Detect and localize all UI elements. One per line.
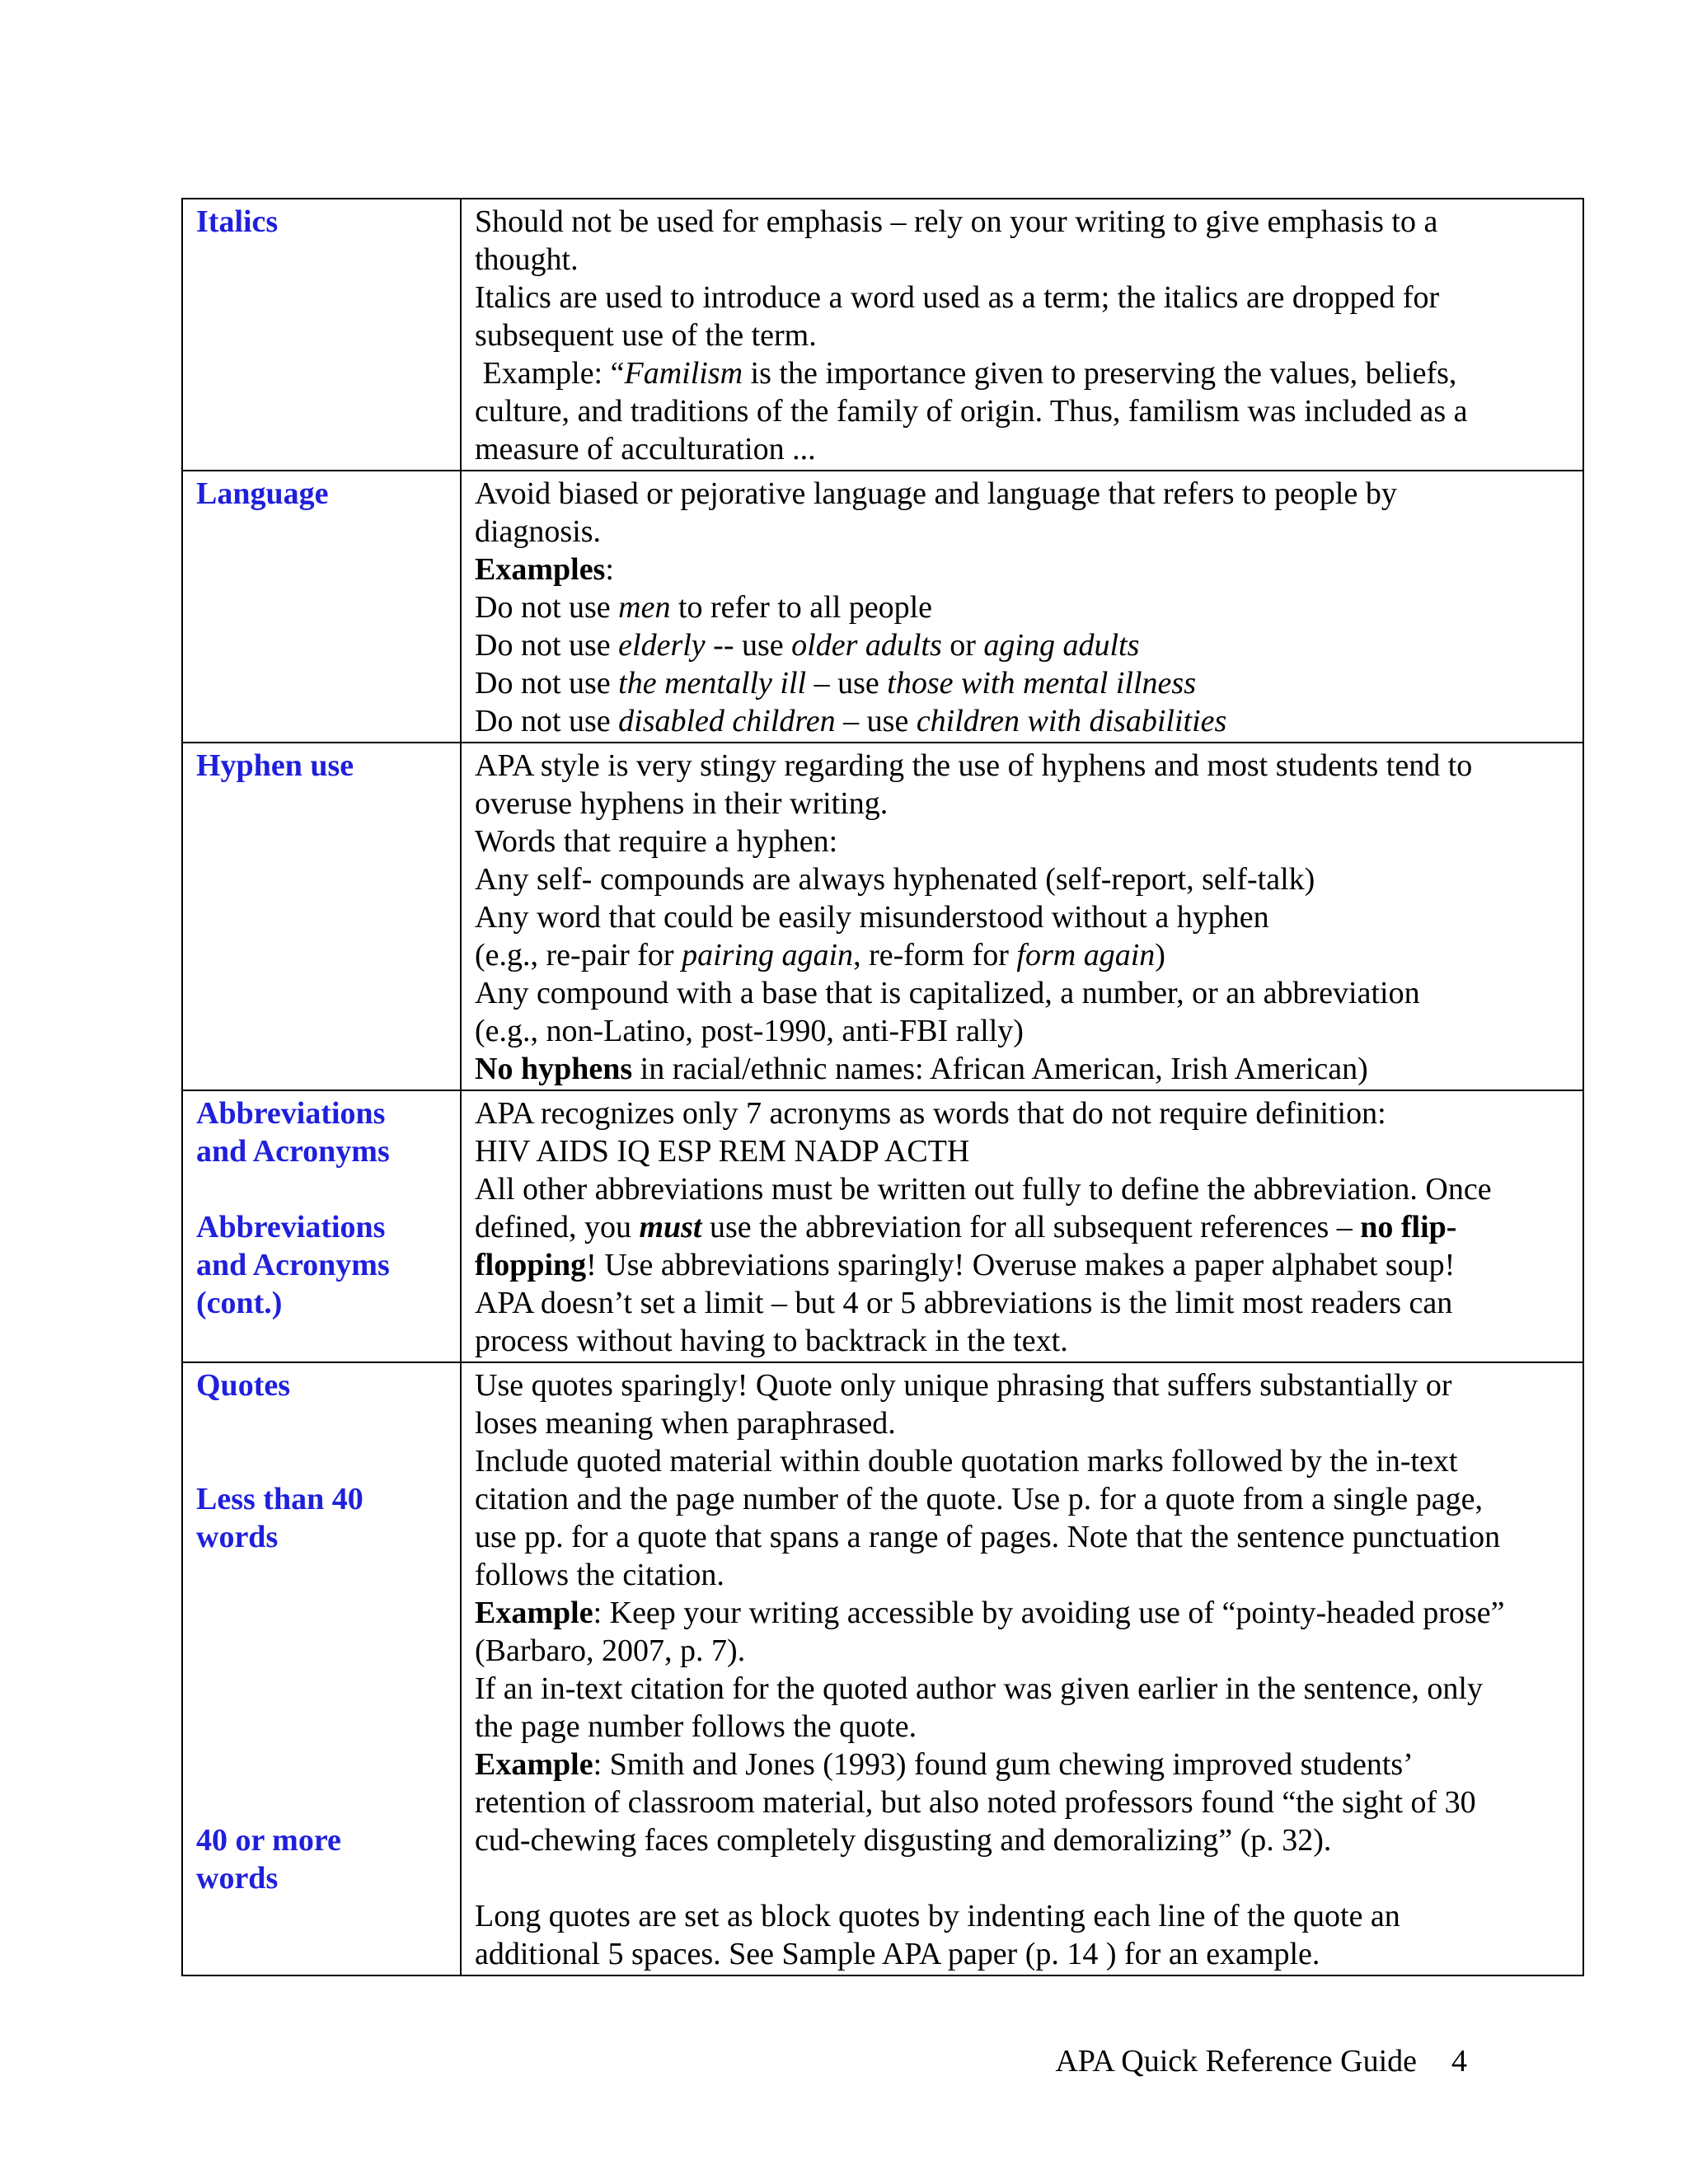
bold-label: Example (475, 1596, 593, 1630)
table-row (182, 471, 1583, 743)
text-line: overuse hyphens in their writing. (475, 786, 889, 821)
term-cell (182, 1362, 461, 1975)
term-quotes: Quotes (196, 1368, 290, 1403)
text-run: – use (806, 666, 888, 701)
description-cell (461, 471, 1583, 743)
description-cell (461, 743, 1583, 1090)
italic-term: children with disabilities (916, 704, 1227, 738)
italic-term: those with mental illness (887, 666, 1196, 701)
text-line: process without having to backtrack in the text. (475, 1324, 1068, 1358)
text-run: , re-form for (853, 938, 1017, 972)
term-cell (182, 1090, 461, 1362)
text-line: Long quotes are set as block quotes by indenting each line of the quote an (475, 1899, 1400, 1933)
term-less-than-40: Less than 40 (196, 1482, 363, 1516)
text-line: Any self- compounds are always hyphenated (self-report, self-talk) (475, 862, 1315, 897)
text-run: : Smith and Jones (1993) found gum chewing improved students’ (593, 1747, 1414, 1782)
text-line: (Barbaro, 2007, p. 7). (475, 1633, 746, 1668)
spacer (196, 1556, 447, 1821)
text-run: Do not use (475, 628, 619, 663)
text-run: ) (1155, 938, 1165, 972)
text-line: HIV AIDS IQ ESP REM NADP ACTH (475, 1134, 970, 1169)
bold-label: no flip- (1360, 1210, 1457, 1244)
text-run: Example: “ (475, 356, 625, 391)
table-row (182, 1090, 1583, 1362)
text-line: diagnosis. (475, 514, 602, 549)
bold-label: flopping (475, 1248, 587, 1282)
term-cell (182, 471, 461, 743)
italic-term: the mentally ill (618, 666, 807, 701)
description-cell (461, 199, 1583, 471)
text-line (475, 1050, 1569, 1088)
term-abbreviations-cont: Abbreviations (196, 1210, 386, 1244)
text-line: thought. (475, 242, 579, 277)
text-line: APA recognizes only 7 acronyms as words that do not require definition: (475, 1096, 1386, 1131)
text-run: in racial/ethnic names: African American, Irish American) (632, 1052, 1368, 1086)
text-run: Do not use (475, 666, 619, 701)
text-line: subsequent use of the term. (475, 318, 817, 353)
bold-label: Examples (475, 552, 606, 587)
text-line: Should not be used for emphasis – rely on your writing to give emphasis to a (475, 204, 1438, 239)
text-line: cud-chewing faces completely disgusting and demoralizing” (p. 32). (475, 1823, 1332, 1858)
italic-term: men (618, 590, 671, 625)
table-row (182, 1362, 1583, 1975)
text-line: All other abbreviations must be written out fully to define the abbreviation. Once (475, 1172, 1492, 1207)
text-run: ! Use abbreviations sparingly! Overuse makes a paper alphabet soup! (586, 1248, 1456, 1282)
term-less-than-40: words (196, 1520, 279, 1554)
text-line: APA doesn’t set a limit – but 4 or 5 abbreviations is the limit most readers can (475, 1286, 1453, 1320)
text-line: Include quoted material within double quotation marks followed by the in-text (475, 1444, 1458, 1479)
text-run: -- use (705, 628, 792, 663)
spacer (196, 1404, 447, 1480)
text-line: Use quotes sparingly! Quote only unique phrasing that suffers substantially or (475, 1368, 1452, 1403)
term-cell (182, 199, 461, 471)
text-line: retention of classroom material, but also noted professors found “the sight of 30 (475, 1785, 1476, 1820)
text-line (475, 1746, 1569, 1783)
text-run: use the abbreviation for all subsequent references – (701, 1210, 1361, 1244)
text-line: additional 5 spaces. See Sample APA paper (p. 14 ) for an example. (475, 1937, 1320, 1971)
italic-term: aging adults (983, 628, 1140, 663)
text-line: the page number follows the quote. (475, 1709, 917, 1744)
text-line: (e.g., non-Latino, post-1990, anti-FBI rally) (475, 1014, 1024, 1048)
spacer (475, 1859, 1569, 1897)
term-hyphen-use: Hyphen use (196, 748, 354, 783)
text-line: If an in-text citation for the quoted author was given earlier in the sentence, only (475, 1671, 1483, 1706)
text-line (475, 1594, 1569, 1632)
table-row (182, 743, 1583, 1090)
text-line (475, 1246, 1569, 1284)
page-number: 4 (1451, 2044, 1467, 2079)
description-cell (461, 1362, 1583, 1975)
text-line: Italics are used to introduce a word used as a term; the italics are dropped for (475, 280, 1440, 315)
description-cell (461, 1090, 1583, 1362)
spacer (196, 1170, 447, 1208)
italic-term: Familism (624, 356, 743, 391)
text-line: APA style is very stingy regarding the use of hyphens and most students tend to (475, 748, 1473, 783)
term-abbreviations-cont: and Acronyms (196, 1248, 390, 1282)
footer-title: APA Quick Reference Guide (1055, 2044, 1417, 2079)
text-line: Words that require a hyphen: (475, 824, 838, 859)
text-line: Any word that could be easily misunderstood without a hyphen (475, 900, 1269, 935)
text-line (475, 588, 1569, 626)
text-line (475, 664, 1569, 702)
text-line (475, 936, 1569, 974)
term-abbreviations: Abbreviations (196, 1096, 386, 1131)
text-run: is the importance given to preserving the values, beliefs, (743, 356, 1457, 391)
text-run: Do not use (475, 590, 619, 625)
text-line (475, 354, 1569, 392)
term-language: Language (196, 476, 329, 511)
text-run: Do not use (475, 704, 619, 738)
text-line: loses meaning when paraphrased. (475, 1406, 896, 1441)
text-run: or (941, 628, 984, 663)
term-abbreviations: and Acronyms (196, 1134, 390, 1169)
bold-label: Example (475, 1747, 593, 1782)
text-line: follows the citation. (475, 1558, 724, 1592)
text-line: measure of acculturation ... (475, 432, 816, 466)
apa-reference-table (181, 198, 1584, 1976)
term-40-or-more: 40 or more (196, 1823, 341, 1858)
italic-term: pairing again (682, 938, 854, 972)
text-line (475, 702, 1569, 740)
text-line (475, 626, 1569, 664)
bold-label: No hyphens (475, 1052, 633, 1086)
text-run: – use (835, 704, 917, 738)
italic-term: form again (1016, 938, 1156, 972)
text-run: : Keep your writing accessible by avoiding use of “pointy-headed prose” (593, 1596, 1505, 1630)
italic-term: elderly (618, 628, 706, 663)
text-run: : (605, 552, 614, 587)
text-line (475, 551, 1569, 588)
text-line: Any compound with a base that is capitalized, a number, or an abbreviation (475, 976, 1420, 1010)
text-run: defined, you (475, 1210, 640, 1244)
page-footer (989, 2042, 1467, 2080)
table-row (182, 199, 1583, 471)
bold-italic-term (639, 1210, 701, 1244)
term-cell (182, 743, 461, 1090)
text-run: (e.g., re-pair for (475, 938, 682, 972)
text-run: to refer to all people (670, 590, 933, 625)
term-italics: Italics (196, 204, 279, 239)
italic-term: older adults (791, 628, 942, 663)
text-line (475, 1208, 1569, 1246)
term-40-or-more: words (196, 1861, 279, 1896)
text-line: culture, and traditions of the family of origin. Thus, familism was included as a (475, 394, 1468, 429)
term-abbreviations-cont: (cont.) (196, 1286, 283, 1320)
bold-italic-run: must (639, 1210, 702, 1244)
text-line: citation and the page number of the quote. Use p. for a quote from a single page, (475, 1482, 1483, 1516)
italic-term: disabled children (618, 704, 836, 738)
text-line: use pp. for a quote that spans a range of pages. Note that the sentence punctuation (475, 1520, 1501, 1554)
text-line: Avoid biased or pejorative language and language that refers to people by (475, 476, 1397, 511)
